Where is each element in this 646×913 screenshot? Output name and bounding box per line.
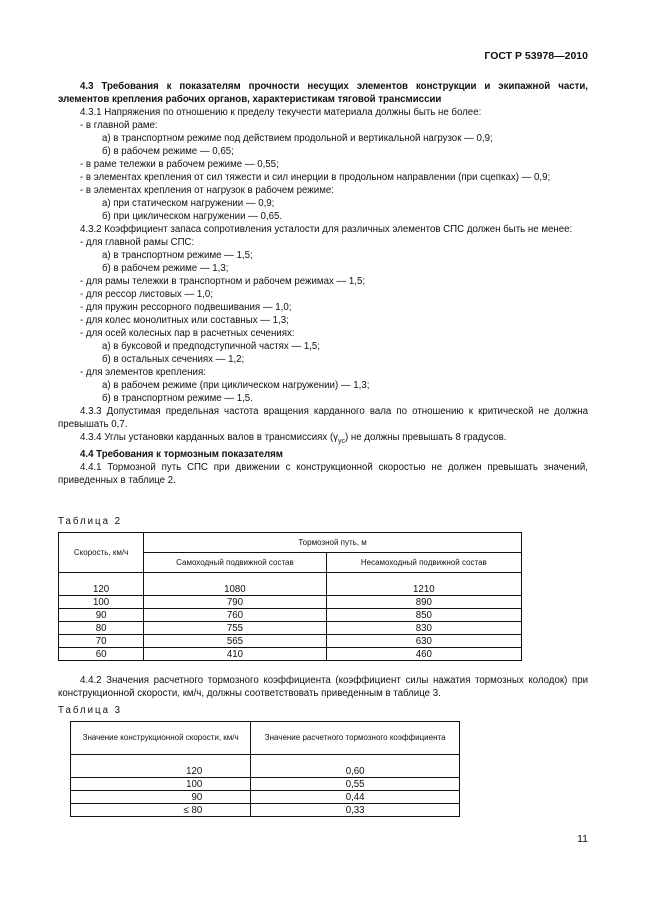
table-row [59, 648, 522, 661]
table-row [71, 804, 460, 817]
table-cell: 630 [326, 635, 521, 648]
table-cell: 565 [144, 635, 326, 648]
list-item: - в элементах крепления от нагрузок в рабочем режиме: [80, 185, 334, 196]
table2-col-speed: Скорость, км/ч [59, 533, 144, 573]
para-4-3-3: 4.3.3 Допустимая предельная частота вращения карданного вала по отношению к критической не должна превышать 0,7. [58, 406, 588, 430]
table2-col-group: Тормозной путь, м [144, 533, 522, 553]
table-cell: 120 [71, 755, 251, 778]
table-cell: 0,55 [251, 778, 460, 791]
list-item: - для колес монолитных или составных — 1,3; [80, 315, 289, 326]
table-row [59, 609, 522, 622]
para-4-3-4-b: ) не должны превышать 8 градусов. [344, 432, 507, 443]
list-item: - для элементов крепления: [80, 367, 206, 378]
list-item: а) в транспортном режиме под действием продольной и вертикальной нагрузок — 0,9; [102, 133, 493, 144]
table2-col-nonself: Несамоходный подвижной состав [326, 553, 521, 573]
page-number: 11 [577, 833, 588, 845]
para-4-4-2-block [58, 674, 588, 700]
table-cell: 1080 [144, 573, 326, 596]
table3-col-speed: Значение конструкционной скорости, км/ч [71, 722, 251, 755]
table3-caption: Таблица 3 [58, 705, 123, 716]
list-item: - в главной раме: [80, 120, 158, 131]
table-cell: 80 [59, 622, 144, 635]
table-cell: 100 [71, 778, 251, 791]
list-item: - для главной рамы СПС: [80, 237, 195, 248]
list-item: б) при циклическом нагружении — 0,65. [102, 211, 283, 222]
table-row [71, 755, 460, 778]
table-row [59, 635, 522, 648]
table3-body [71, 755, 460, 817]
table-cell: 890 [326, 596, 521, 609]
table-row [59, 573, 522, 596]
table-row [59, 622, 522, 635]
section-4-3-title: 4.3 Требования к показателям прочности несущих элементов конструкции и экипажной части, элементов крепления рабочих органов, характеристикам тяговой трансмиссии [58, 81, 588, 105]
table2-body [59, 573, 522, 661]
table2 [58, 532, 522, 661]
table-cell: 830 [326, 622, 521, 635]
table-cell: 60 [59, 648, 144, 661]
list-item: - для рамы тележки в транспортном и рабочем режимах — 1,5; [80, 276, 366, 287]
para-4-3-4 [58, 431, 588, 448]
table2-block [0, 511, 646, 661]
table3-col-coef: Значение расчетного тормозного коэффициента [251, 722, 460, 755]
para-4-3-4-subscript: ус [338, 437, 345, 445]
table3 [70, 721, 460, 817]
list-item: - для рессор листовых — 1,0; [80, 289, 214, 300]
list-item: а) при статическом нагружении — 0,9; [102, 198, 275, 209]
table-cell: 0,60 [251, 755, 460, 778]
table-row [71, 791, 460, 804]
table2-col-self: Самоходный подвижной состав [144, 553, 326, 573]
list-item: б) в рабочем режиме — 0,65; [102, 146, 234, 157]
list-item: - для осей колесных пар в расчетных сечениях: [80, 328, 295, 339]
table3-block [0, 700, 646, 817]
table-cell: 755 [144, 622, 326, 635]
list-item: а) в буксовой и предподступичной частях — 1,5; [102, 341, 320, 352]
document-body [58, 80, 588, 487]
table-cell: 90 [59, 609, 144, 622]
table-cell: 410 [144, 648, 326, 661]
list-item: а) в рабочем режиме (при циклическом нагружении) — 1,3; [102, 380, 370, 391]
para-4-3-2: 4.3.2 Коэффициент запаса сопротивления усталости для различных элементов СПС должен быть не менее: [80, 224, 573, 235]
para-4-3-4-a: 4.3.4 Углы установки карданных валов в трансмиссиях (γ [80, 432, 339, 443]
para-4-3-1: 4.3.1 Напряжения по отношению к пределу текучести материала должны быть не более: [80, 107, 482, 118]
table-cell: 70 [59, 635, 144, 648]
table-cell: ≤ 80 [71, 804, 251, 817]
table-cell: 0,33 [251, 804, 460, 817]
list-item: а) в транспортном режиме — 1,5; [102, 250, 253, 261]
section-4-4-title: 4.4 Требования к тормозным показателям [80, 448, 283, 460]
para-4-4-1: 4.4.1 Тормозной путь СПС при движении с конструкционной скоростью не должен превышать значений, приведенных в таблице 2. [58, 461, 588, 486]
table-cell: 850 [326, 609, 521, 622]
table-row [59, 596, 522, 609]
table-cell: 0,44 [251, 791, 460, 804]
table-cell: 1210 [326, 573, 521, 596]
table-cell: 90 [71, 791, 251, 804]
table2-caption: Таблица 2 [58, 516, 123, 527]
list-item: б) в транспортном режиме — 1,5. [102, 393, 253, 404]
list-item: б) в рабочем режиме — 1,3; [102, 263, 229, 274]
list-item: - в элементах крепления от сил тяжести и сил инерции в продольном направлении (при сцепках) — 0,9; [80, 172, 551, 183]
list-item: - в раме тележки в рабочем режиме — 0,55; [80, 159, 279, 170]
para-4-4-2: 4.4.2 Значения расчетного тормозного коэффициента (коэффициент силы нажатия тормозных колодок) при конструкционной скорости, км/ч, должны соответствовать приведенным в таблице 3. [58, 675, 588, 699]
list-item: б) в остальных сечениях — 1,2; [102, 354, 245, 365]
table-cell: 760 [144, 609, 326, 622]
table-cell: 120 [59, 573, 144, 596]
table-cell: 790 [144, 596, 326, 609]
table-row [71, 778, 460, 791]
table-cell: 100 [59, 596, 144, 609]
list-item: - для пружин рессорного подвешивания — 1,0; [80, 302, 292, 313]
doc-id-header: ГОСТ Р 53978—2010 [484, 50, 588, 62]
table-cell: 460 [326, 648, 521, 661]
